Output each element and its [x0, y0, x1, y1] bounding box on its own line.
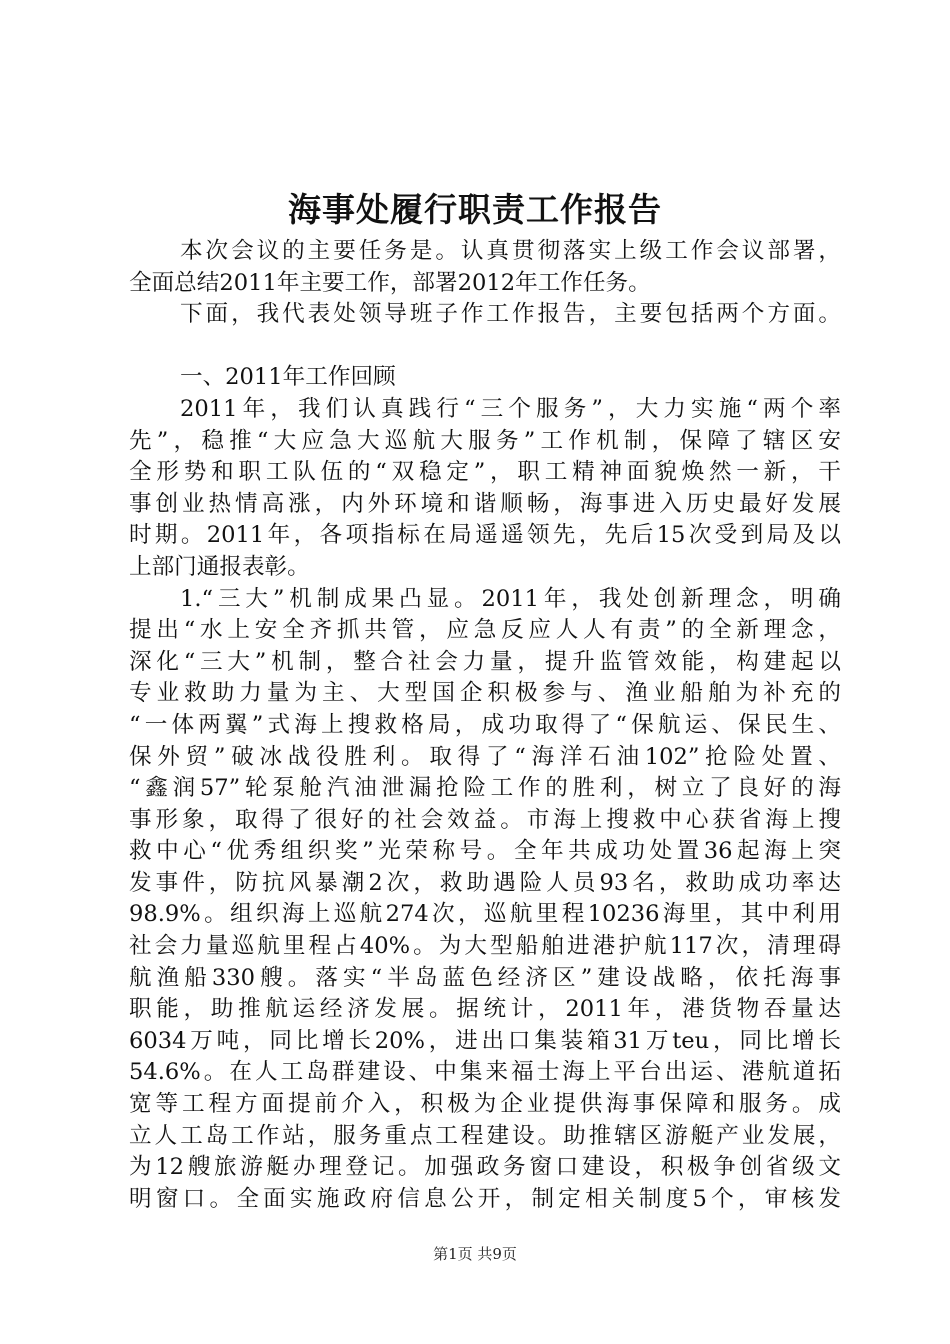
text-line: 救中心“优秀组织奖”光荣称号。全年共成功处置36起海上突 — [129, 838, 841, 865]
text-line: 为12艘旅游艇办理登记。加强政务窗口建设，积极争创省级文 — [129, 1154, 841, 1181]
text-line: 全面总结2011年主要工作，部署2012年工作任务。 — [129, 269, 651, 296]
text-line: 航渔船330艘。落实“半岛蓝色经济区”建设战略，依托海事 — [129, 964, 841, 991]
text-line: 立人工岛工作站，服务重点工程建设。助推辖区游艇产业发展， — [129, 1122, 841, 1149]
text-line: “鑫润57”轮泵舱汽油泄漏抢险工作的胜利，树立了良好的海 — [129, 775, 841, 802]
text-line: 54.6%。在人工岛群建设、中集来福士海上平台出运、港航道拓 — [129, 1059, 841, 1086]
text-line: 2011年，我们认真践行“三个服务”，大力实施“两个率 — [180, 395, 841, 422]
text-line: 本次会议的主要任务是。认真贯彻落实上级工作会议部署， — [180, 238, 841, 264]
text-line: 时期。2011年，各项指标在局遥遥领先，先后15次受到局及以 — [129, 522, 841, 549]
document-title: 海事处履行职责工作报告 — [288, 190, 662, 229]
text-line: 先”，稳推“大应急大巡航大服务”工作机制，保障了辖区安 — [129, 427, 841, 454]
text-line: 明窗口。全面实施政府信息公开，制定相关制度5个，审核发 — [129, 1185, 841, 1212]
text-line: 保外贸”破冰战役胜利。取得了“海洋石油102”抢险处置、 — [129, 743, 841, 770]
text-line: 发事件，防抗风暴潮2次，救助遇险人员93名，救助成功率达 — [129, 869, 841, 896]
text-line: 下面，我代表处领导班子作工作报告，主要包括两个方面。 — [180, 301, 841, 328]
document-body — [129, 236, 841, 1215]
text-line: 提出“水上安全齐抓共管，应急反应人人有责”的全新理念， — [129, 617, 841, 644]
page-number-footer: 第1页 共9页 — [433, 1245, 517, 1263]
text-line: 宽等工程方面提前介入，积极为企业提供海事保障和服务。成 — [129, 1091, 841, 1118]
section-heading: 一、2011年工作回顾 — [180, 364, 396, 391]
text-line: 98.9%。组织海上巡航274次，巡航里程10236海里，其中利用 — [129, 901, 841, 928]
text-line: 6034万吨，同比增长20%，进出口集装箱31万teu，同比增长 — [129, 1027, 841, 1054]
text-line: 全形势和职工队伍的“双稳定”，职工精神面貌焕然一新，干 — [129, 459, 841, 486]
text-line: 事形象，取得了很好的社会效益。市海上搜救中心获省海上搜 — [129, 806, 841, 833]
text-line: 深化“三大”机制，整合社会力量，提升监管效能，构建起以 — [129, 648, 841, 675]
text-line: “一体两翼”式海上搜救格局，成功取得了“保航运、保民生、 — [129, 711, 841, 738]
text-line: 事创业热情高涨，内外环境和谐顺畅，海事进入历史最好发展 — [129, 490, 841, 517]
text-line: 1.“三大”机制成果凸显。2011年，我处创新理念，明确 — [180, 585, 841, 612]
paragraph-gap — [129, 331, 841, 363]
text-line: 专业救助力量为主、大型国企积极参与、渔业船舶为补充的 — [129, 680, 841, 707]
text-line: 社会力量巡航里程占40%。为大型船舶进港护航117次，清理碍 — [129, 933, 841, 960]
text-line: 职能，助推航运经济发展。据统计，2011年，港货物吞量达 — [129, 996, 841, 1023]
text-line: 上部门通报表彰。 — [129, 553, 310, 580]
